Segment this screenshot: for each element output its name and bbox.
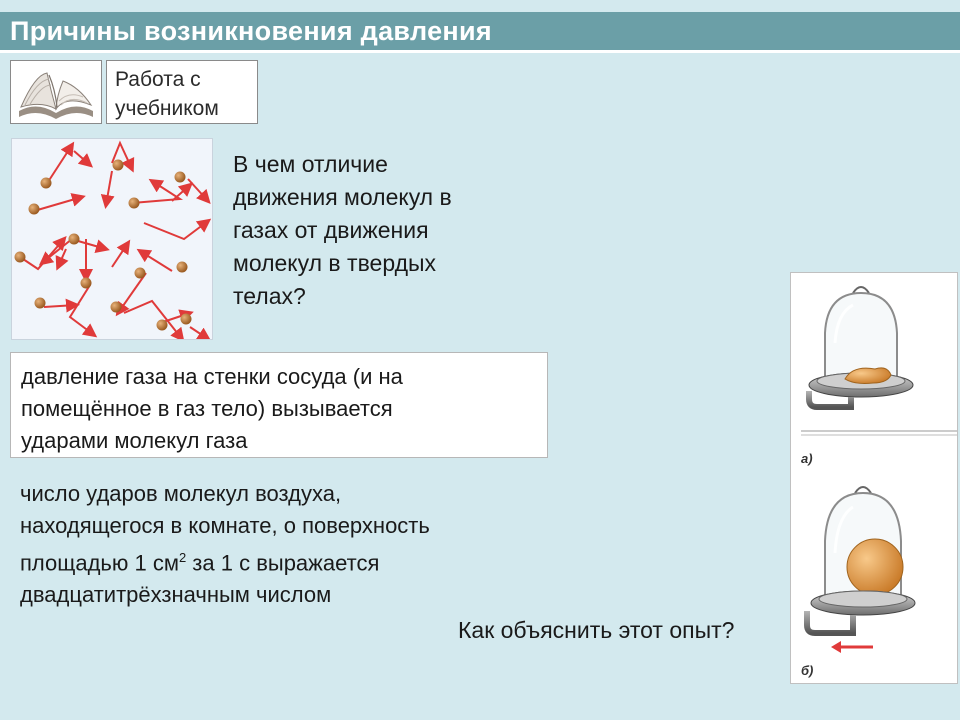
answer-line3: ударами молекул газа [21, 428, 248, 453]
experiment-illustration [790, 272, 958, 684]
bell-jar-balloon-illustration [791, 273, 957, 683]
answer-box [10, 352, 548, 458]
title-bar [0, 12, 960, 53]
textbook-icon-box [10, 60, 102, 124]
fact-text [20, 478, 560, 611]
gas-molecules-illustration [12, 139, 212, 339]
question-explain-experiment: Как объяснить этот опыт? [458, 617, 735, 643]
textbook-label-line1: Работа с [115, 68, 201, 91]
question1-line4: молекул в твердых [233, 250, 437, 276]
fact-line2: находящегося в комнате, о поверхность [20, 513, 430, 538]
caption-a: а) [801, 451, 813, 466]
fact-line4: двадцатитрёхзначным числом [20, 582, 332, 608]
fact-line3-sup: 2 [178, 550, 187, 565]
fact-line3-post: за 1 с выражается [186, 550, 380, 576]
question1-line3: газах от движения [233, 217, 429, 243]
question1-line2: движения молекул в [233, 184, 452, 210]
answer-line1: давление газа на стенки сосуда (и на [21, 364, 403, 389]
fact-line3-pre: площадью 1 см [20, 550, 179, 576]
slide-title: Причины возникновения давления [10, 16, 492, 46]
question-gas-vs-solid [233, 148, 513, 313]
experiment-a [801, 287, 957, 435]
question1-line1: В чем отличие [233, 151, 388, 177]
caption-b: б) [801, 663, 814, 678]
experiment-b [807, 487, 915, 653]
answer-line2: помещённое в газ тело) вызывается [21, 396, 393, 421]
open-book-icon [11, 61, 101, 123]
fact-line3 [20, 542, 560, 579]
molecules-illustration [11, 138, 213, 340]
textbook-label-line2: учебником [115, 97, 219, 120]
fact-line1: число ударов молекул воздуха, [20, 481, 342, 506]
question1-line5: телах? [233, 283, 306, 309]
textbook-label [106, 60, 258, 124]
